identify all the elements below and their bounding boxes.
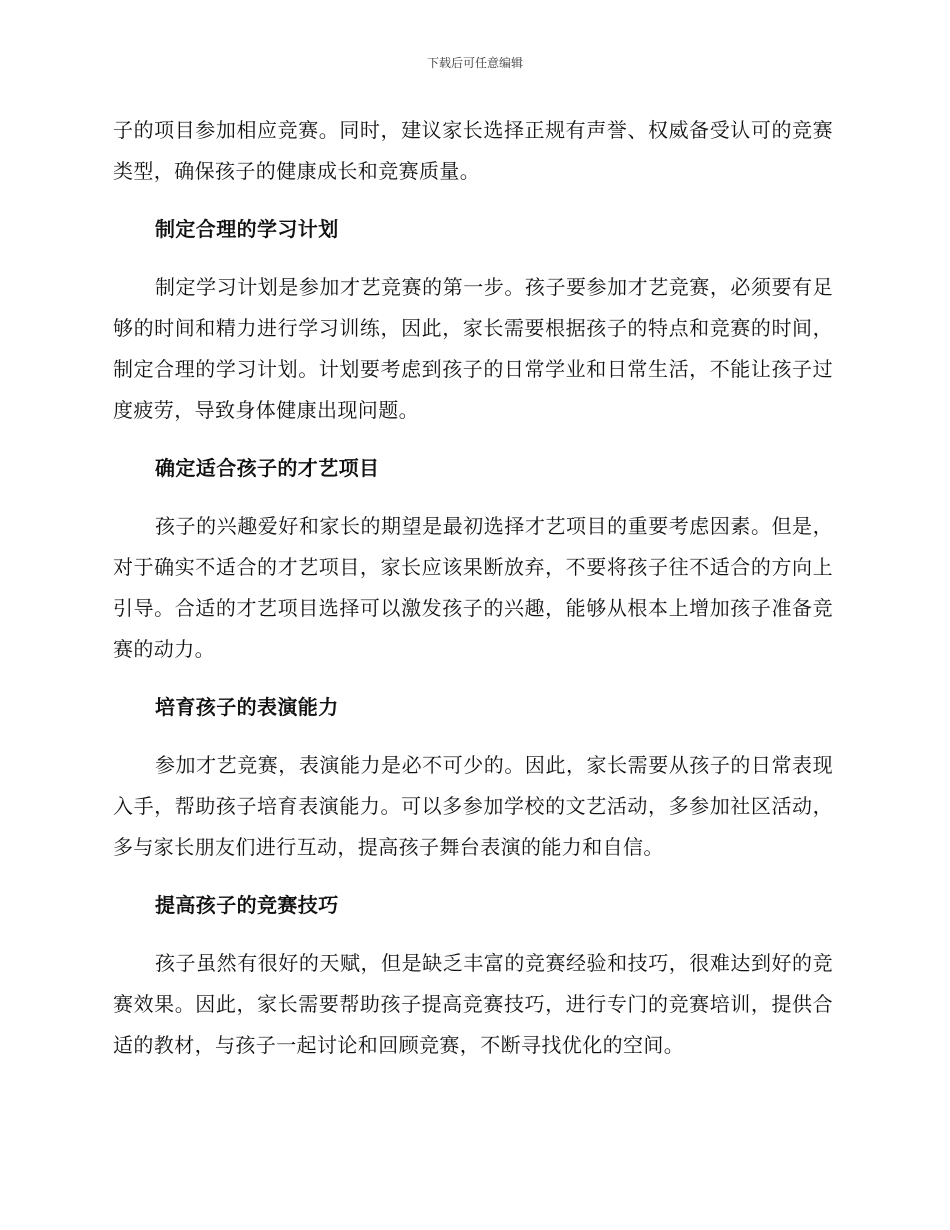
- paragraph-continuation: 子的项目参加相应竞赛。同时，建议家长选择正规有声誉、权威备受认可的竞赛类型，确保孩子的健康成长和竞赛质量。: [113, 118, 833, 183]
- paragraph-performance: 参加才艺竞赛，表演能力是必不可少的。因此，家长需要从孩子的日常表现入手，帮助孩子培育表演能力。可以多参加学校的文艺活动，多参加社区活动，多与家长朋友们进行互动，提高孩子舞台表演的能力和自信。: [113, 753, 833, 859]
- paragraph-study-plan: 制定学习计划是参加才艺竞赛的第一步。孩子要参加才艺竞赛，必须要有足够的时间和精力进行学习训练，因此，家长需要根据孩子的特点和竞赛的时间，制定合理的学习计划。计划要考虑到孩子的日常学业和日常生活，不能让孩子过度疲劳，导致身体健康出现问题。: [113, 275, 833, 422]
- page-header: 下载后可任意编辑: [426, 56, 523, 70]
- section-heading-choose-talent: 确定适合孩子的才艺项目: [155, 456, 380, 480]
- section-heading-study-plan: 制定合理的学习计划: [155, 217, 339, 241]
- document-body: [113, 110, 833, 1066]
- section-heading-competition-skills: 提高孩子的竞赛技巧: [155, 893, 339, 917]
- section-heading-performance: 培育孩子的表演能力: [155, 695, 339, 719]
- paragraph-competition-skills: 孩子虽然有很好的天赋，但是缺乏丰富的竞赛经验和技巧，很难达到好的竞赛效果。因此，家长需要帮助孩子提高竞赛技巧，进行专门的竞赛培训，提供合适的教材，与孩子一起讨论和回顾竞赛，不断寻找优化的空间。: [113, 951, 833, 1057]
- paragraph-choose-talent: 孩子的兴趣爱好和家长的期望是最初选择才艺项目的重要考虑因素。但是，对于确实不适合的才艺项目，家长应该果断放弃，不要将孩子往不适合的方向上引导。合适的才艺项目选择可以激发孩子的兴趣，能够从根本上增加孩子准备竞赛的动力。: [113, 514, 833, 661]
